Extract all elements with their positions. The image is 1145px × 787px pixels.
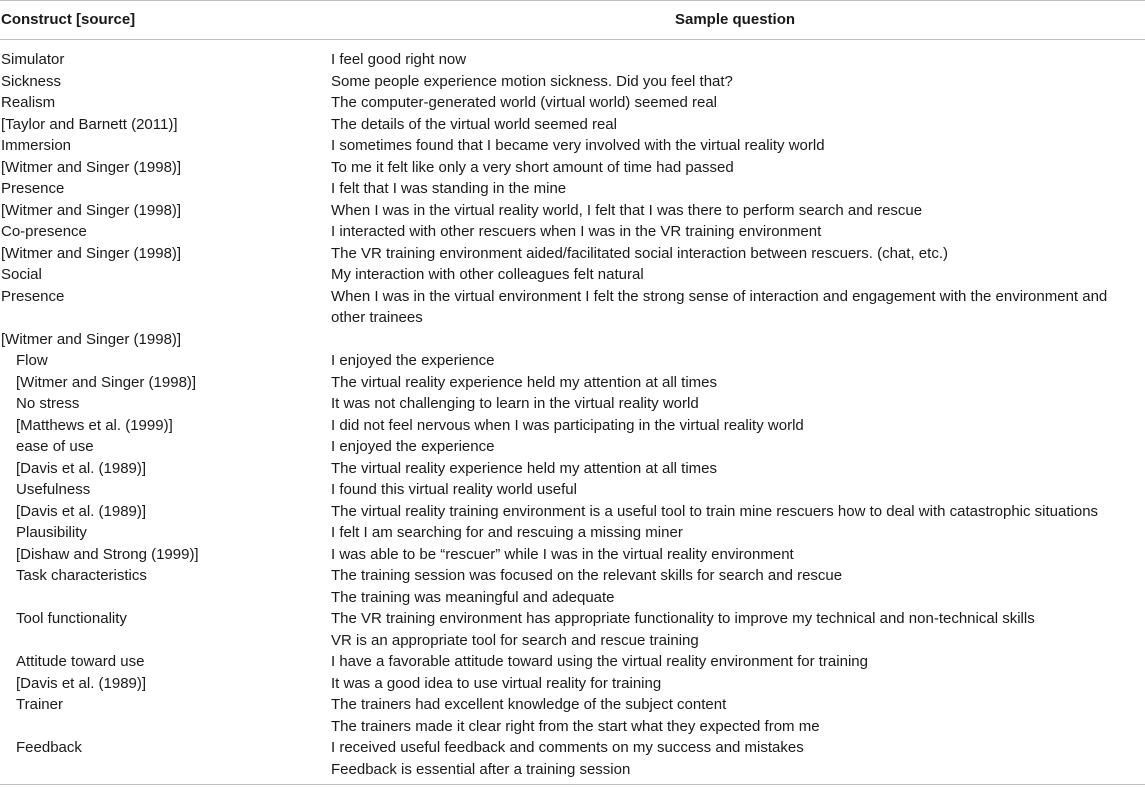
construct-cell: [Witmer and Singer (1998)] (1, 244, 182, 262)
construct-cell: Task characteristics (16, 567, 147, 584)
table-row (0, 436, 1145, 458)
question-cell: I did not feel nervous when I was participating in the virtual reality world (331, 416, 804, 434)
construct-cell (0, 630, 331, 652)
table-row (0, 479, 1145, 501)
table-row (0, 458, 1145, 480)
table-row (0, 630, 1145, 652)
construct-cell: Presence (1, 180, 65, 197)
construct-cell: ease of use (16, 438, 94, 455)
construct-cell: Trainer (16, 696, 63, 713)
construct-cell: [Davis et al. (1989)] (16, 502, 147, 520)
question-cell: When I was in the virtual environment I felt the strong sense of interaction and engagement with the environment and other trainees (331, 287, 1108, 326)
construct-cell: Sickness (1, 72, 62, 90)
question-cell: To me it felt like only a very short amount of time had passed (331, 158, 734, 176)
question-cell: The VR training environment has appropriate functionality to improve my technical and non-technical skills (331, 610, 1035, 627)
construct-cell: Immersion (1, 137, 72, 154)
table-row (0, 737, 1145, 759)
construct-cell: [Matthews et al. (1999)] (16, 416, 173, 434)
table-row (0, 608, 1145, 630)
question-cell: The trainers had excellent knowledge of the subject content (331, 696, 727, 713)
question-cell: I sometimes found that I became very involved with the virtual reality world (331, 137, 825, 154)
question-cell: The VR training environment aided/facilitated social interaction between rescuers. (chat, etc.) (331, 244, 948, 262)
question-cell: I was able to be “rescuer” while I was in the virtual reality environment (331, 545, 794, 563)
construct-cell: Usefulness (16, 481, 91, 498)
question-cell: I enjoyed the experience (331, 352, 495, 369)
construct-cell: [Dishaw and Strong (1999)] (16, 545, 199, 563)
table-row (0, 157, 1145, 179)
construct-cell: Tool functionality (16, 610, 127, 627)
bottom-rule (0, 784, 1145, 785)
construct-cell: [Davis et al. (1989)] (16, 674, 147, 692)
question-cell: I enjoyed the experience (331, 438, 495, 455)
table-row (0, 501, 1145, 523)
question-cell: The virtual reality experience held my attention at all times (331, 373, 718, 391)
construct-cell: Social (1, 266, 42, 283)
question-cell: My interaction with other colleagues felt natural (331, 266, 644, 283)
table-row (0, 221, 1145, 243)
table-row (0, 178, 1145, 200)
question-cell: The training was meaningful and adequate (331, 588, 615, 606)
construct-cell (0, 759, 331, 781)
table-row (0, 372, 1145, 394)
construct-cell: [Witmer and Singer (1998)] (16, 373, 197, 391)
header-construct: Construct [source] (1, 11, 136, 28)
table-row (0, 92, 1145, 114)
construct-cell: [Taylor and Barnett (2011)] (1, 115, 178, 133)
table-header (0, 1, 1145, 38)
table-body (0, 49, 1145, 780)
table-row (0, 393, 1145, 415)
table-row (0, 350, 1145, 372)
table-row (0, 329, 1145, 351)
table-row (0, 49, 1145, 71)
table-row (0, 286, 1145, 329)
table-row (0, 587, 1145, 609)
construct-cell: Realism (1, 94, 56, 111)
construct-cell: Flow (16, 352, 48, 369)
table-row (0, 694, 1145, 716)
construct-cell: Attitude toward use (16, 653, 145, 670)
question-cell: Feedback is essential after a training session (331, 760, 631, 778)
table-row (0, 673, 1145, 695)
question-cell: VR is an appropriate tool for search and rescue training (331, 631, 699, 649)
table-row (0, 264, 1145, 286)
construct-cell: [Witmer and Singer (1998)] (1, 330, 182, 348)
construct-cell: [Witmer and Singer (1998)] (1, 201, 182, 219)
question-cell: I feel good right now (331, 51, 467, 68)
table-row (0, 759, 1145, 781)
table-row (0, 135, 1145, 157)
question-cell: Some people experience motion sickness. Did you feel that? (331, 72, 733, 90)
construct-cell: Plausibility (16, 524, 87, 541)
question-cell: The training session was focused on the relevant skills for search and rescue (331, 567, 843, 584)
table-row (0, 522, 1145, 544)
question-cell: The trainers made it clear right from the start what they expected from me (331, 717, 820, 735)
table-row (0, 200, 1145, 222)
question-cell: I have a favorable attitude toward using the virtual reality environment for training (331, 653, 868, 670)
question-cell: The details of the virtual world seemed real (331, 115, 617, 133)
question-cell: It was a good idea to use virtual reality for training (331, 674, 662, 692)
question-cell: The virtual reality training environment is a useful tool to train mine rescuers how to deal with catastrophic situations (331, 502, 1099, 520)
construct-cell (0, 587, 331, 609)
table-row (0, 544, 1145, 566)
table-row (0, 71, 1145, 93)
table-row (0, 243, 1145, 265)
construct-cell: [Witmer and Singer (1998)] (1, 158, 182, 176)
table-row (0, 716, 1145, 738)
question-cell: I found this virtual reality world useful (331, 481, 577, 498)
table-row (0, 415, 1145, 437)
table-row (0, 565, 1145, 587)
construct-cell: Presence (1, 287, 65, 305)
question-cell: I interacted with other rescuers when I was in the VR training environment (331, 223, 822, 240)
question-cell: I felt I am searching for and rescuing a missing miner (331, 524, 683, 541)
question-cell: I felt that I was standing in the mine (331, 180, 567, 197)
construct-cell: No stress (16, 395, 80, 412)
question-cell (331, 329, 1145, 351)
header-sample-question: Sample question (675, 11, 796, 28)
question-cell: When I was in the virtual reality world, I felt that I was there to perform search and rescue (331, 201, 923, 219)
table-row (0, 651, 1145, 673)
table-row (0, 114, 1145, 136)
question-cell: I received useful feedback and comments on my success and mistakes (331, 739, 804, 756)
construct-cell: Co-presence (1, 223, 87, 240)
header-rule (0, 39, 1145, 40)
construct-cell: [Davis et al. (1989)] (16, 459, 147, 477)
construct-cell: Simulator (1, 51, 65, 68)
question-cell: The computer-generated world (virtual world) seemed real (331, 94, 718, 111)
question-cell: The virtual reality experience held my attention at all times (331, 459, 718, 477)
construct-cell: Feedback (16, 739, 82, 756)
construct-cell (0, 716, 331, 738)
question-cell: It was not challenging to learn in the virtual reality world (331, 395, 699, 412)
